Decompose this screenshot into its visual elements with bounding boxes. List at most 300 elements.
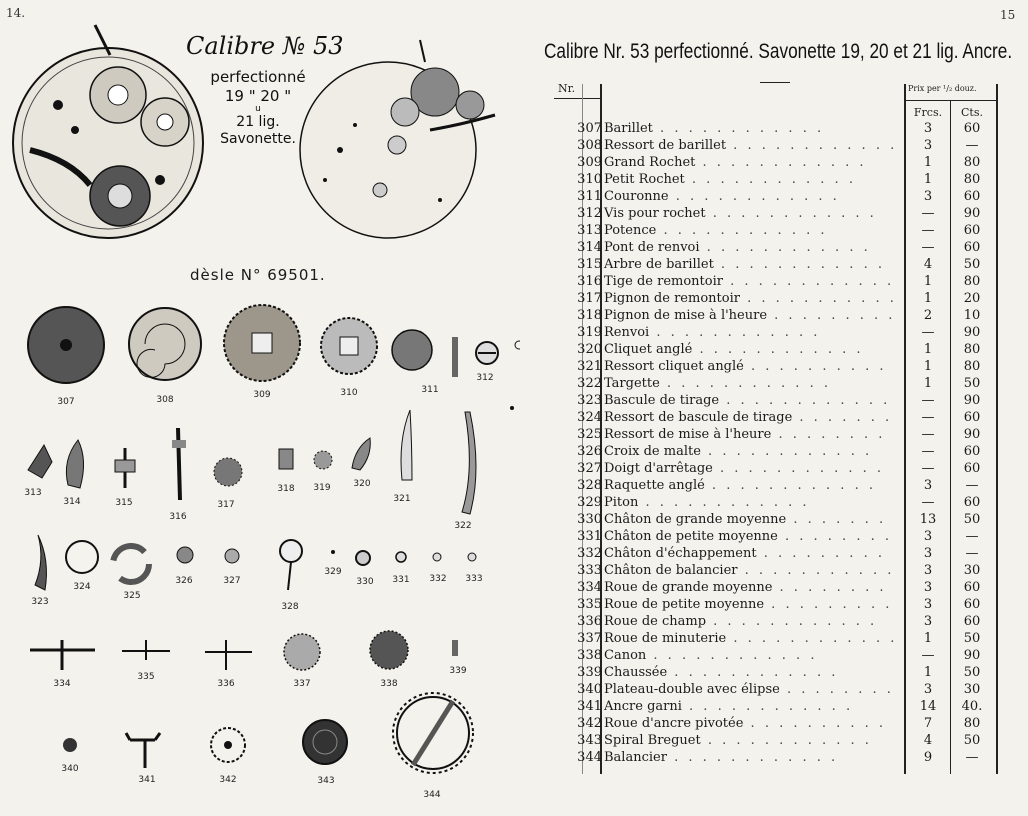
table-row	[520, 291, 1028, 308]
part-label: 326	[175, 576, 193, 586]
part-label: 344	[423, 790, 441, 800]
part-name-text: Ressort de barillet	[604, 138, 727, 153]
row-cts: 10	[963, 308, 981, 323]
row-number: 341	[577, 699, 602, 714]
row-number: 311	[577, 189, 602, 204]
row-frcs: 3	[923, 614, 933, 629]
row-frcs: 1	[923, 172, 933, 187]
row-number: 333	[577, 563, 602, 578]
table-row	[520, 189, 1028, 206]
part-label: 312	[476, 373, 494, 383]
part-label: 309	[253, 390, 271, 400]
page-number-left: 14.	[6, 6, 26, 20]
row-cts: 90	[963, 427, 981, 442]
row-part-name	[604, 410, 892, 425]
part-name-text: Bascule de tirage	[604, 393, 720, 408]
leader-dots: . . . . . . . . . . .	[737, 563, 895, 578]
row-part-name	[604, 274, 894, 289]
part-name-text: Châton d'échappement	[604, 546, 757, 561]
row-frcs: 1	[923, 376, 933, 391]
table-row	[520, 274, 1028, 291]
table-row	[520, 699, 1028, 716]
row-number: 317	[577, 291, 602, 306]
part-343-spiral	[303, 720, 347, 764]
table-row	[520, 495, 1028, 512]
row-cts: 80	[963, 274, 981, 289]
row-number: 307	[577, 121, 602, 136]
leader-dots: . . . . . . . . . . . .	[659, 376, 831, 391]
part-310-petit-rochet	[321, 318, 377, 374]
leader-dots: . . . . . . . . . . . .	[706, 614, 878, 629]
part-318-pignon-mise	[279, 449, 293, 469]
part-label: 310	[340, 388, 358, 398]
part-name-text: Châton de balancier	[604, 563, 738, 578]
part-name-text: Canon	[604, 648, 647, 663]
row-frcs: —	[921, 495, 935, 510]
row-number: 334	[577, 580, 602, 595]
part-name-text: Châton de grande moyenne	[604, 512, 787, 527]
part-name-text: Cliquet anglé	[604, 342, 693, 357]
leader-dots: . . . . . . . . . . . .	[668, 189, 840, 204]
row-part-name	[604, 376, 831, 391]
row-frcs: —	[921, 410, 935, 425]
row-frcs: 1	[923, 631, 933, 646]
part-label: 308	[156, 395, 174, 405]
part-name-text: Petit Rochet	[604, 172, 685, 187]
row-frcs: —	[921, 427, 935, 442]
part-308-ressort	[129, 308, 201, 380]
row-frcs: 3	[923, 580, 933, 595]
row-number: 325	[577, 427, 602, 442]
row-cts: 50	[963, 631, 981, 646]
row-frcs: —	[921, 393, 935, 408]
table-row	[520, 648, 1028, 665]
table-row	[520, 631, 1028, 648]
part-label: 315	[115, 498, 133, 508]
row-frcs: 2	[923, 308, 933, 323]
leader-dots: . . . . . . . . . . . .	[726, 138, 898, 153]
leader-dots: . . . . . . . . .	[764, 597, 893, 612]
savonette-label: Savonette.	[220, 131, 296, 147]
part-name-text: Doigt d'arrêtage	[604, 461, 713, 476]
row-cts: 80	[963, 155, 981, 170]
part-323-bascule	[35, 535, 46, 590]
part-321-ressort-cliquet	[401, 410, 412, 480]
leader-dots: . . . . . . . .	[771, 427, 886, 442]
part-name-text: Roue de grande moyenne	[604, 580, 773, 595]
table-row	[520, 359, 1028, 376]
row-frcs: 1	[923, 291, 933, 306]
row-number: 338	[577, 648, 602, 663]
part-344-balancier	[393, 693, 473, 773]
row-number: 340	[577, 682, 602, 697]
part-324-ressort-bascule	[66, 541, 98, 573]
row-number: 336	[577, 614, 602, 629]
row-number: 318	[577, 308, 602, 323]
row-part-name	[604, 359, 887, 374]
table-row	[520, 155, 1028, 172]
row-number: 315	[577, 257, 602, 272]
row-cts: —	[965, 529, 979, 544]
leader-dots: . . . . . . . . . .	[743, 359, 887, 374]
row-number: 309	[577, 155, 602, 170]
leader-dots: . . . . . . . . . . . .	[713, 257, 885, 272]
movement-dial-side-illustration	[13, 25, 203, 238]
page-title: Calibre Nr. 53 perfectionné. Savonette 19, 20 et 21 lig. Ancre.	[544, 40, 1013, 63]
row-cts: 80	[963, 359, 981, 374]
leader-dots: . . . . . . . . . . . .	[652, 121, 825, 136]
row-frcs: 3	[923, 546, 933, 561]
part-label: 338	[380, 679, 398, 689]
part-label: 319	[313, 483, 331, 493]
row-frcs: 3	[923, 682, 933, 697]
leader-dots: . . . . . . . . . . . .	[666, 750, 839, 765]
row-cts: —	[965, 478, 979, 493]
row-number: 312	[577, 206, 602, 221]
leader-dots: . . . . . . . . . . . .	[638, 495, 810, 510]
part-name-text: Croix de malte	[604, 444, 701, 459]
row-cts: 80	[963, 172, 981, 187]
row-part-name	[604, 155, 867, 170]
table-row	[520, 393, 1028, 410]
part-name-text: Renvoi	[604, 325, 650, 340]
row-frcs: 3	[923, 189, 933, 204]
row-frcs: —	[921, 444, 935, 459]
part-name-text: Arbre de barillet	[604, 257, 714, 272]
part-317-pignon	[214, 458, 242, 486]
row-number: 322	[577, 376, 602, 391]
table-row	[520, 206, 1028, 223]
part-label: 330	[356, 577, 374, 587]
row-number: 344	[577, 750, 602, 765]
part-319-renvoi	[314, 451, 332, 469]
part-label: 333	[465, 574, 483, 584]
leader-dots: . . . . . . . .	[772, 580, 887, 595]
table-row	[520, 563, 1028, 580]
part-339-chaussee	[452, 640, 458, 656]
part-337-roue-minuterie	[284, 634, 320, 670]
leader-dots: . . . . . . . .	[779, 682, 894, 697]
leader-dots: . . . . . . . . . . . .	[719, 393, 891, 408]
row-part-name	[604, 699, 853, 714]
table-row	[520, 376, 1028, 393]
row-part-name	[604, 308, 895, 323]
col-header-nr: Nr.	[558, 82, 576, 95]
leader-dots: . . . . . . . . . . . .	[705, 206, 877, 221]
table-row	[520, 546, 1028, 563]
row-part-name	[604, 665, 838, 680]
row-number: 335	[577, 597, 602, 612]
table-row	[520, 597, 1028, 614]
part-name-text: Potence	[604, 223, 657, 238]
row-frcs: 13	[919, 512, 937, 527]
row-frcs: —	[921, 223, 935, 238]
part-333-chaton	[468, 553, 476, 561]
row-cts: 60	[963, 461, 981, 476]
right-page	[520, 0, 1028, 816]
row-part-name	[604, 393, 890, 408]
row-number: 314	[577, 240, 602, 255]
part-name-text: Tige de remontoir	[604, 274, 723, 289]
table-row	[520, 682, 1028, 699]
row-part-name	[604, 138, 897, 153]
leader-dots: . . . . . . . . . . . .	[712, 461, 885, 476]
row-part-name	[604, 597, 892, 612]
row-cts: 50	[963, 512, 981, 527]
row-frcs: 1	[923, 359, 933, 374]
leader-dots: . . . . . . . . . . . .	[726, 631, 898, 646]
row-number: 326	[577, 444, 602, 459]
row-part-name	[604, 512, 886, 527]
part-label: 321	[393, 494, 411, 504]
row-part-name	[604, 495, 810, 510]
part-name-text: Barillet	[604, 121, 653, 136]
leader-dots: . . . . . . . . .	[756, 546, 885, 561]
part-name-text: Roue de petite moyenne	[604, 597, 765, 612]
serial-note: dèsle N° 69501.	[190, 266, 326, 284]
row-frcs: 7	[923, 716, 933, 731]
table-row	[520, 733, 1028, 750]
table-row	[520, 240, 1028, 257]
row-part-name	[604, 733, 872, 748]
part-label: 341	[138, 775, 156, 785]
part-name-text: Ressort cliquet anglé	[604, 359, 744, 374]
part-316-tige	[172, 428, 186, 500]
part-309-grand-rochet	[224, 305, 300, 381]
table-row	[520, 750, 1028, 767]
table-row	[520, 138, 1028, 155]
leader-dots: . . . . . . .	[792, 410, 893, 425]
row-number: 319	[577, 325, 602, 340]
row-number: 331	[577, 529, 602, 544]
row-part-name	[604, 121, 824, 136]
row-number: 329	[577, 495, 602, 510]
row-part-name	[604, 427, 885, 442]
part-320-cliquet	[352, 438, 370, 470]
row-number: 323	[577, 393, 602, 408]
part-329-piton	[331, 550, 335, 554]
table-row	[520, 716, 1028, 733]
row-number: 332	[577, 546, 602, 561]
col-header-cts: Cts.	[961, 106, 983, 119]
leader-dots: . . . . . . . . . . . .	[699, 240, 871, 255]
part-label: 340	[61, 764, 79, 774]
part-311-couronne	[392, 330, 432, 370]
nr-underline	[554, 98, 602, 99]
part-340-plateau	[63, 738, 77, 752]
part-314-pont-de-renvoi	[66, 440, 83, 488]
lig-label: 21 lig.	[236, 114, 280, 130]
part-label: 318	[277, 484, 295, 494]
row-part-name	[604, 631, 897, 646]
row-cts: 90	[963, 206, 981, 221]
part-313-potence	[28, 445, 52, 478]
row-frcs: 4	[923, 257, 933, 272]
row-frcs: 1	[923, 342, 933, 357]
part-name-text: Pont de renvoi	[604, 240, 700, 255]
calibre-title: Calibre № 53	[186, 32, 344, 60]
part-label: 311	[421, 385, 439, 395]
row-cts: —	[965, 138, 979, 153]
row-part-name	[604, 342, 864, 357]
row-part-name	[604, 614, 877, 629]
part-name-text: Piton	[604, 495, 639, 510]
row-frcs: 3	[923, 597, 933, 612]
part-name-text: Ancre garni	[604, 699, 682, 714]
leader-dots: . . . . . . . . .	[767, 308, 896, 323]
leader-dots: . . . . . . . . . . . .	[649, 325, 821, 340]
part-name-text: Couronne	[604, 189, 669, 204]
row-cts: 40.	[961, 699, 983, 714]
part-342-roue-ancre	[211, 728, 245, 762]
row-number: 327	[577, 461, 602, 476]
row-cts: 50	[963, 733, 981, 748]
row-number: 337	[577, 631, 602, 646]
part-label: 316	[169, 512, 187, 522]
table-row	[520, 461, 1028, 478]
perfectionne-label: perfectionné	[210, 68, 306, 86]
table-row	[520, 257, 1028, 274]
row-part-name	[604, 325, 820, 340]
row-frcs: 1	[923, 665, 933, 680]
part-label: 339	[449, 666, 467, 676]
part-label: 332	[429, 574, 447, 584]
part-name-text: Roue d'ancre pivotée	[604, 716, 744, 731]
part-328-raquette	[280, 540, 302, 590]
page-number-right: 15	[1000, 8, 1016, 22]
part-325-ressort-mise	[113, 546, 149, 582]
row-part-name	[604, 189, 840, 204]
row-cts: 60	[963, 240, 981, 255]
row-number: 343	[577, 733, 602, 748]
part-307-barillet	[28, 307, 104, 383]
part-name-text: Balancier	[604, 750, 667, 765]
row-part-name	[604, 257, 885, 272]
row-frcs: 3	[923, 138, 933, 153]
leader-dots: . . . . . . . . . . . .	[692, 342, 864, 357]
part-name-text: Raquette anglé	[604, 478, 705, 493]
row-frcs: 4	[923, 733, 933, 748]
table-row	[520, 325, 1028, 342]
part-name-text: Ressort de mise à l'heure	[604, 427, 772, 442]
row-frcs: —	[921, 206, 935, 221]
row-part-name	[604, 750, 838, 765]
part-name-text: Ressort de bascule de tirage	[604, 410, 793, 425]
row-frcs: 3	[923, 478, 933, 493]
row-part-name	[604, 223, 828, 238]
part-label: 342	[219, 775, 237, 785]
table-row	[520, 172, 1028, 189]
leader-dots: . . . . . . . . . .	[743, 716, 887, 731]
row-cts: 60	[963, 121, 981, 136]
part-335-roue-petite	[122, 640, 170, 660]
table-row	[520, 121, 1028, 138]
row-number: 310	[577, 172, 602, 187]
part-name-text: Pignon de mise à l'heure	[604, 308, 768, 323]
row-cts: 60	[963, 580, 981, 595]
part-label: 322	[454, 521, 472, 531]
part-name-text: Châton de petite moyenne	[604, 529, 778, 544]
row-part-name	[604, 478, 876, 493]
table-row	[520, 342, 1028, 359]
row-cts: 50	[963, 665, 981, 680]
part-label: 336	[217, 679, 235, 689]
row-frcs: 14	[919, 699, 937, 714]
leader-dots: . . . . . . . . . . . .	[656, 223, 828, 238]
row-cts: 60	[963, 495, 981, 510]
leader-dots: . . . . . . . . . . . .	[700, 733, 872, 748]
part-name-text: Plateau-double avec élipse	[604, 682, 780, 697]
row-cts: —	[965, 750, 979, 765]
part-name-text: Roue de minuterie	[604, 631, 727, 646]
row-cts: 50	[963, 257, 981, 272]
row-cts: 60	[963, 614, 981, 629]
row-cts: 60	[963, 223, 981, 238]
row-cts: 80	[963, 716, 981, 731]
part-label: 335	[137, 672, 155, 682]
part-322-targette	[462, 412, 476, 514]
row-part-name	[604, 172, 856, 187]
row-frcs: 1	[923, 274, 933, 289]
row-frcs: 3	[923, 121, 933, 136]
row-number: 320	[577, 342, 602, 357]
row-cts: 90	[963, 648, 981, 663]
row-number: 342	[577, 716, 602, 731]
row-cts: 90	[963, 325, 981, 340]
row-cts: 30	[963, 682, 981, 697]
part-312-vis	[452, 337, 520, 377]
row-part-name	[604, 240, 871, 255]
title-rule	[760, 82, 790, 83]
row-frcs: —	[921, 461, 935, 476]
row-cts: 20	[963, 291, 981, 306]
part-name-text: Targette	[604, 376, 660, 391]
row-cts: 50	[963, 376, 981, 391]
row-part-name	[604, 563, 894, 578]
row-number: 308	[577, 138, 602, 153]
part-338-canon	[370, 631, 408, 669]
row-part-name	[604, 206, 877, 221]
row-part-name	[604, 716, 886, 731]
leader-dots: . . . . . . . . . . . .	[722, 274, 895, 289]
part-331-chaton	[396, 552, 406, 562]
row-number: 330	[577, 512, 602, 527]
table-row	[520, 427, 1028, 444]
row-frcs: 9	[923, 750, 933, 765]
part-name-text: Grand Rochet	[604, 155, 696, 170]
row-frcs: —	[921, 325, 935, 340]
table-row	[520, 308, 1028, 325]
row-frcs: —	[921, 648, 935, 663]
leader-dots: . . . . . . . . . . . .	[646, 648, 818, 663]
part-336-roue-champ	[205, 640, 252, 670]
part-label: 343	[317, 776, 335, 786]
table-row	[520, 444, 1028, 461]
leader-dots: . . . . . . . . . . . .	[667, 665, 839, 680]
part-label: 328	[281, 602, 299, 612]
row-part-name	[604, 461, 884, 476]
row-number: 313	[577, 223, 602, 238]
part-332-chaton	[433, 553, 441, 561]
row-part-name	[604, 546, 885, 561]
part-330-chaton	[356, 551, 370, 565]
row-part-name	[604, 529, 892, 544]
part-name-text: Spiral Breguet	[604, 733, 701, 748]
leader-dots: . . . . . . . . . . . .	[704, 478, 876, 493]
leader-dots: . . . . . . . . . . .	[739, 291, 897, 306]
row-part-name	[604, 580, 887, 595]
row-cts: 60	[963, 444, 981, 459]
